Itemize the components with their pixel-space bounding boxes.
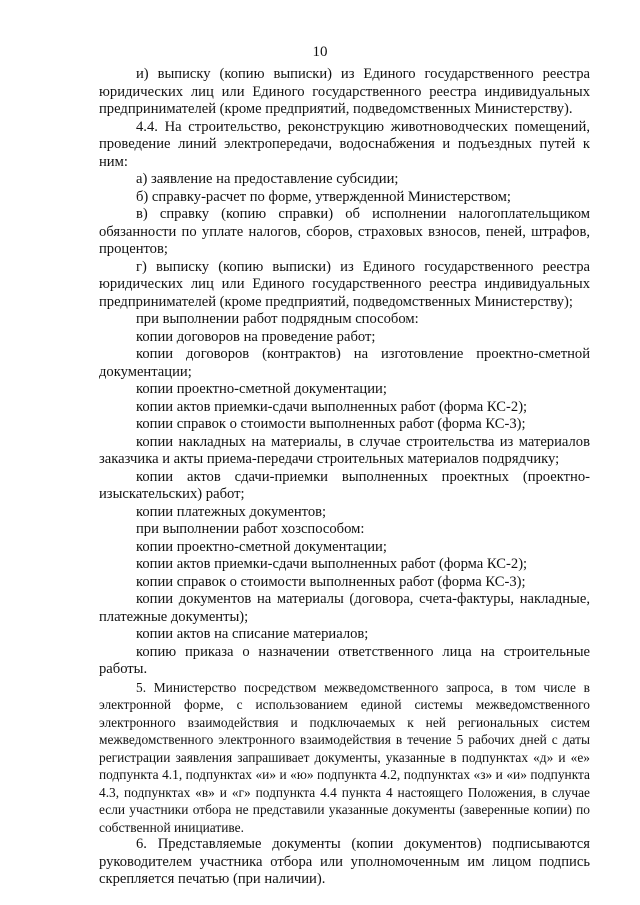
list-item: копии актов приемки-сдачи выполненных работ (форма КС-2); — [136, 556, 528, 572]
paragraph-item-a: а) заявление на предоставление субсидии; — [136, 171, 399, 187]
paragraph-item-g: г) выписку (копию выписки) из Единого государственного реестра юридических лиц или Единого государственного реестра индивидуальных предпринимателей (кроме предприятий, подведомственных Министерству); — [99, 258, 590, 310]
list-item: копии актов приемки-сдачи выполненных работ (форма КС-2); — [136, 398, 528, 415]
list-item: копии договоров на проведение работ; — [136, 328, 376, 345]
list-item: копию приказа о назначении ответственного лица на строительные работы. — [99, 643, 590, 677]
paragraph-5: 5. Министерство посредством межведомственного запроса, в том числе в электронной форме, с использованием единой системы межведомственного электронного взаимодействия и подключаемых к ней региональных систем межведомственного электронного взаимодействия в течение 5 рабочих дней с даты регистрации заявления запрашивает документы, указанные в подпунктах «д» и «е» подпункта 4.1, подпунктах «и» и «ю» подпункта 4.2, подпунктах «з» и «и» подпункта 4.3, подпунктах «в» и «г» подпункта 4.4 пункта 4 настоящего Положения, в случае если участники отбора не представили указанные документы (заверенные копии) по собственной инициативе. — [99, 679, 590, 835]
paragraph-item-b: б) справку-расчет по форме, утвержденной Министерством; — [136, 188, 511, 205]
list-item: копии справок о стоимости выполненных работ (форма КС-3); — [136, 416, 526, 432]
list-item: копии проектно-сметной документации; — [136, 381, 387, 397]
list-item: копии актов сдачи-приемки выполненных проектных (проектно-изыскательских) работ; — [99, 468, 590, 502]
list-item: копии проектно-сметной документации; — [136, 538, 387, 555]
list-item: копии платежных документов; — [136, 503, 327, 520]
list-item: копии накладных на материалы, в случае строительства из материалов заказчика и акты приема-передачи строительных материалов подрядчику; — [99, 433, 590, 467]
paragraph-item-v: в) справку (копию справки) об исполнении налогоплательщиком обязанности по уплате налогов, сборов, страховых взносов, пеней, штрафов, процентов; — [99, 206, 590, 257]
list-item: копии договоров (контрактов) на изготовление проектно-сметной документации; — [99, 346, 590, 380]
paragraph-contract-method: при выполнении работ подрядным способом: — [136, 311, 419, 327]
list-item: копии актов на списание материалов; — [136, 626, 369, 642]
paragraph-6: 6. Представляемые документы (копии документов) подписываются руководителем участника отбора или уполномоченным им лицом подпись скрепляется печатью (при наличии). — [99, 836, 590, 887]
paragraph-4-4: 4.4. На строительство, реконструкцию животноводческих помещений, проведение линий электропередачи, водоснабжения и подъездных путей к ним: — [99, 118, 590, 170]
document-body — [99, 66, 590, 889]
list-item: копии справок о стоимости выполненных работ (форма КС-3); — [136, 573, 526, 590]
list-item: копии документов на материалы (договора, счета-фактуры, накладные, платежные документы); — [99, 591, 590, 625]
page-number: 10 — [312, 44, 328, 60]
paragraph-own-method: при выполнении работ хозспособом: — [136, 521, 365, 537]
paragraph-item-i: и) выписку (копию выписки) из Единого государственного реестра юридических лиц или Единого государственного реестра индивидуальных предпринимателей (кроме предприятий, подведомственных Министерству). — [99, 66, 590, 117]
